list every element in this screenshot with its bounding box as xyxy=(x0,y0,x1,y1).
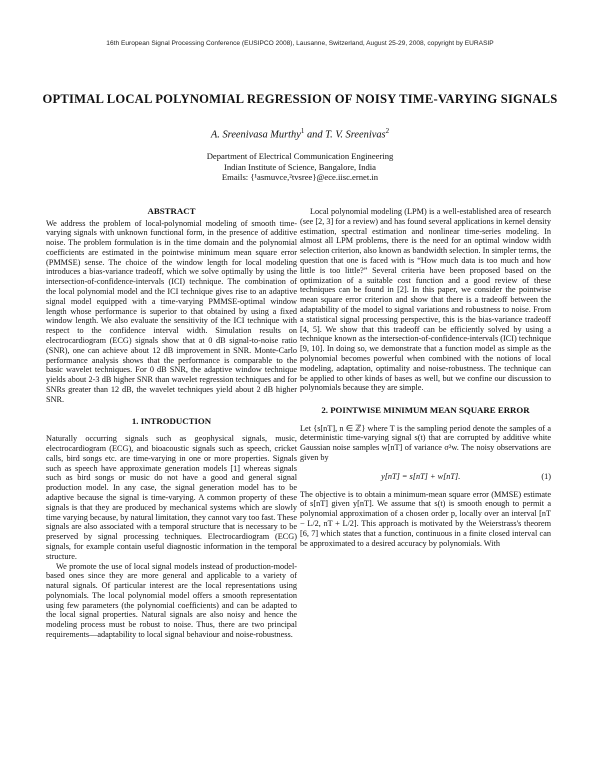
right-column xyxy=(300,207,551,548)
affiliation-institute: Indian Institute of Science, Bangalore, India xyxy=(223,161,376,172)
author-2-sup: 2 xyxy=(385,127,390,135)
equation-1-number: (1) xyxy=(541,471,551,481)
section-2-heading: 2. POINTWISE MINIMUM MEAN SQUARE ERROR xyxy=(321,405,530,416)
equation-1-body: y[nT] = s[nT] + w[nT]. xyxy=(381,471,461,481)
authors-and: and xyxy=(304,129,326,141)
intro-paragraph-3: Local polynomial modeling (LPM) is a well-established area of research (see [2, 3] for a review) and has found several applications in kernel density estimation, spectral estimation and nonlinear time-series modeling. In almost all LPM problems, there is the need for an optimal window width selection criterion, also known as bandwidth selection. In simpler terms, the question that one is faced with is “How much data is too much and how little is too little?” Several criteria have been proposed based on the optimization of a suitable cost function and a good review of these techniques can be found in [2]. In this paper, we consider the pointwise mean square error criterion and show that there is a tradeoff between the adaptability of the model to signal variations and robustness to noise. From a statistical signal processing perspective, this is the bias-variance tradeoff [4, 5]. We show that this tradeoff can be efficiently solved by using a technique known as the intersection-of-confidence-intervals (ICI) technique [9, 10]. In doing so, we demonstrate that a function model as simple as the polynomial becomes powerful when combined with the notions of local modeling, adaptation, optimality and noise-robustness. The technique can be applied to other kinds of bases as well, but we confine our discussion to polynomials because they are simple. xyxy=(300,207,551,393)
section-2-paragraph-1: Let {s[nT], n ∈ ℤ} where T is the sampling period denote the samples of a deterministic time-varying signal s(t) that are corrupted by additive white Gaussian noise samples w[nT] of variance σ²w. The noisy observations are given by xyxy=(300,423,551,463)
author-1-sup: 1 xyxy=(300,127,305,135)
abstract-text: We address the problem of local-polynomial modeling of smooth time-varying signals with unknown functional form, in the presence of additive noise. The problem formulation is in the time domain and the polynomial coefficients are estimated in the pointwise minimum mean square error (PMMSE) sense. The choice of the window length for local modeling introduces a bias-variance tradeoff, which we solve optimally by using the intersection-of-confidence-intervals (ICI) technique. The combination of the local polynomial model and the ICI technique gives rise to an adaptive signal model equipped with a time-varying PMMSE-optimal window length whose performance is superior to that obtained by using a fixed window length. We also evaluate the sensitivity of the ICI technique with respect to the confidence interval width. Simulation results on electrocardiogram (ECG) signals show that at 0 dB signal-to-noise ratio (SNR), one can achieve about 12 dB improvement in SNR. Monte-Carlo performance analysis shows that the performance is comparable to the basic wavelet techniques. For 0 dB SNR, the adaptive window technique yields about 2-3 dB higher SNR than wavelet regression techniques and for SNRs greater than 12 dB, the wavelet techniques yield about 2 dB higher SNR. xyxy=(46,218,297,404)
affiliation-dept: Department of Electrical Communication Engineering xyxy=(206,151,394,161)
conference-header: 16th European Signal Processing Conference (EUSIPCO 2008), Lausanne, Switzerland, August 25-29, 2008, copyright by EURASIP xyxy=(106,40,494,47)
intro-paragraph-1: Naturally occurring signals such as geophysical signals, music, electrocardiogram (ECG), and bioacoustic signals such as speech, cricket calls, bird songs etc. are time-varying in one or more properties. Signals such as speech have approximate generation models [1] whereas signals such as bird songs or music do not have a good and general signal production model. In any case, the signal generation model has to be adaptive because the signal is time-varying. A common property of these signals is that they are produced by mechanical systems which are slowly time varying because, by natural limitation, they cannot vary too fast. These signals are also associated with a temporal structure that is necessary to be preserved by signal processing techniques. Electrocardiogram (ECG) signals, for example contain useful diagnostic information in the temporal structure. xyxy=(46,434,297,561)
authors xyxy=(0,127,600,140)
equation-1 xyxy=(300,472,551,482)
left-column xyxy=(46,206,297,640)
intro-paragraph-2: We promote the use of local signal models instead of production-model-based ones since they are more general and applicable to a variety of natural signals. Of particular interest are the local representations using polynomials. The local polynomial model offers a smooth representation using few parameters (the polynomial coefficients) and can be adapted to the local signal properties. Natural signals are also noisy and hence the modeling process must be robust to noise. Thus, there are two principal requirements—adaptability to local signal behaviour and noise-robustness. xyxy=(46,561,297,640)
author-1: A. Sreenivasa Murthy xyxy=(210,129,301,141)
paper-title: OPTIMAL LOCAL POLYNOMIAL REGRESSION OF NOISY TIME-VARYING SIGNALS xyxy=(42,92,558,106)
introduction-heading: 1. INTRODUCTION xyxy=(131,415,212,426)
abstract-heading: ABSTRACT xyxy=(147,206,196,216)
affiliation xyxy=(0,151,600,183)
affiliation-emails: Emails: {¹asmuvce,²tvsree}@ece.iisc.ernet.in xyxy=(221,172,379,182)
author-2: T. V. Sreenivas xyxy=(325,129,386,141)
section-2-paragraph-2: The objective is to obtain a minimum-mean square error (MMSE) estimate of s[nT] given y[nT]. We assume that s(t) is smooth enough to permit a polynomial approximation of a chosen order p, locally over an interval [nT − L/2, nT + L/2]. This approach is motivated by the Weierstrass's theorem [6, 7] which states that a function, continuous in a finite closed interval can be approximated to a desired accuracy by polynomials. With xyxy=(300,489,551,548)
